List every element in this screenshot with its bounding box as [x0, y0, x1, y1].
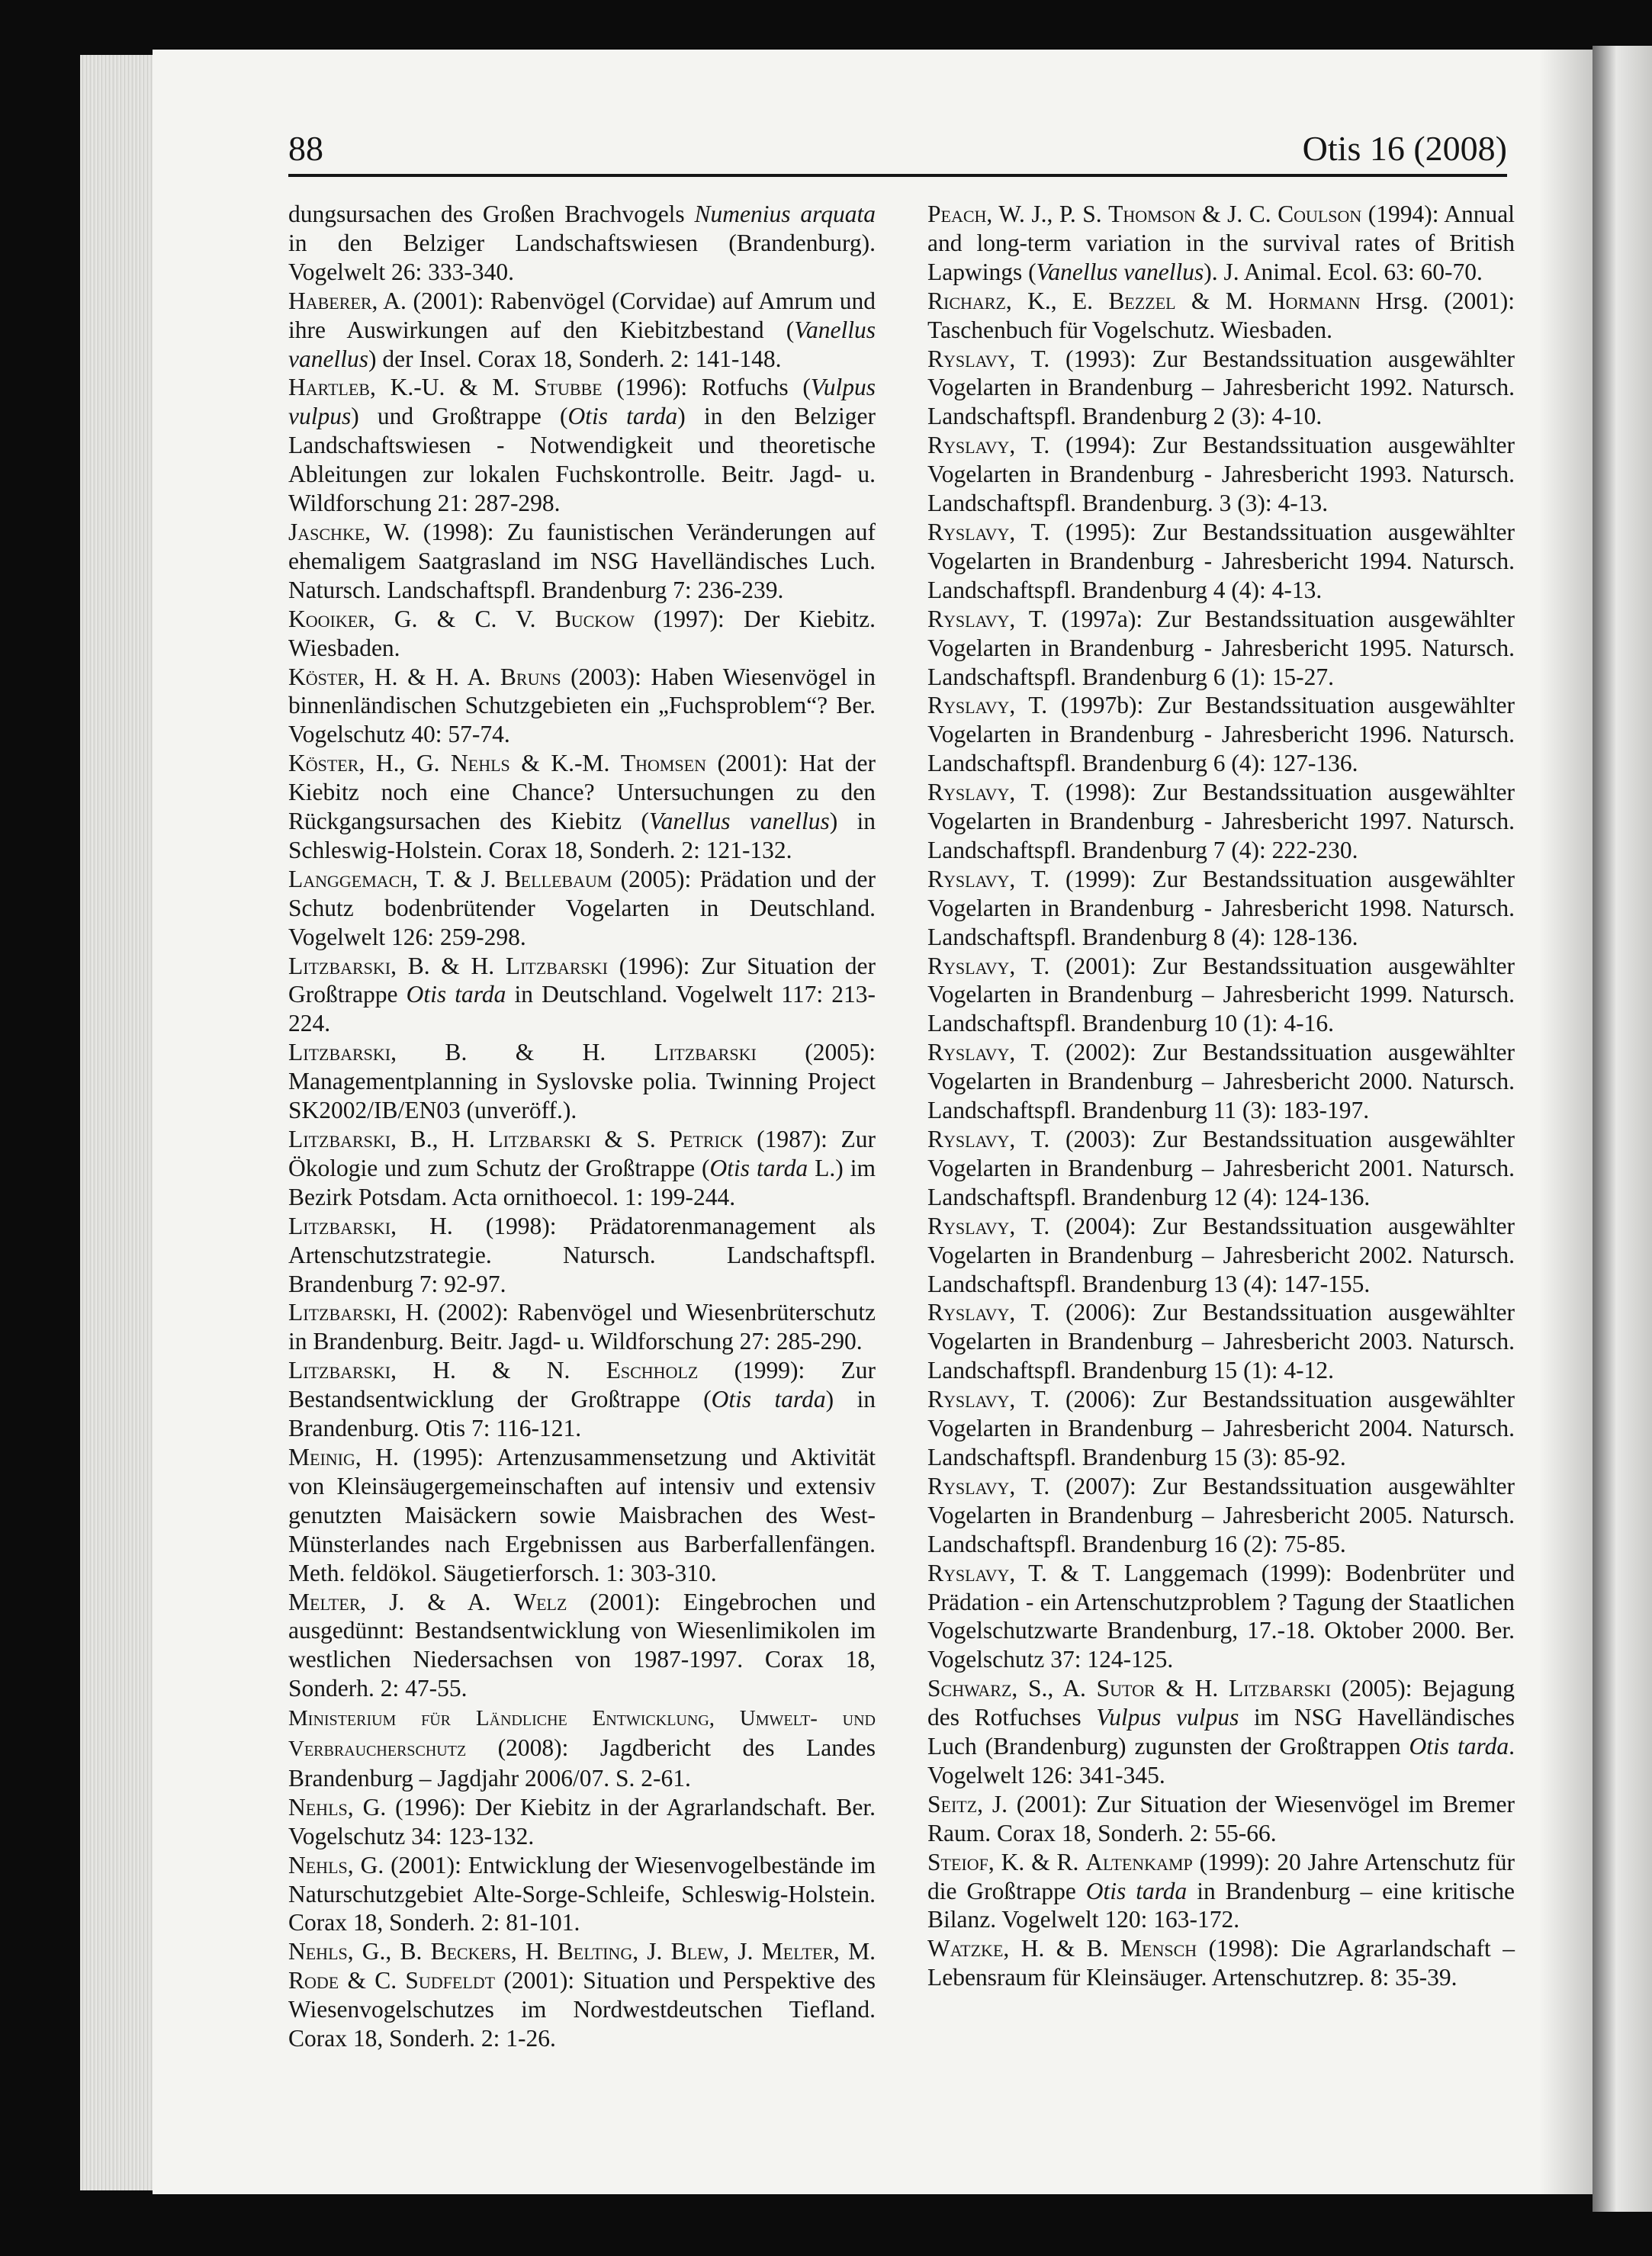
- author-name: Watzke: [927, 1935, 1004, 1962]
- reference-text: . Vogelwelt 126: 341-345.: [927, 1733, 1515, 1788]
- author-name: Thomsen: [620, 750, 706, 777]
- author-name: Buckow: [554, 605, 635, 632]
- author-name: Beckers: [430, 1938, 511, 1965]
- reference-text: ). J. Animal. Ecol. 63: 60-70.: [1204, 258, 1483, 285]
- reference-entry: [288, 865, 876, 952]
- author-name: Bruns: [500, 663, 561, 690]
- reference-entry: [288, 1443, 876, 1588]
- species-name: Otis tarda: [711, 1386, 826, 1413]
- reference-entry: [288, 518, 876, 605]
- reference-entry: [927, 1385, 1515, 1472]
- reference-text: , T. (2002): Zur Bestandssituation ausgewählter Vogelarten in Brandenburg – Jahresbericht 2000. Natursch. Landschaftspfl. Brandenburg 11 (3): 183-197.: [927, 1039, 1515, 1124]
- author-name: Haberer: [288, 287, 372, 314]
- reference-text: (2001): Hat der Kiebitz noch eine Chance? Untersuchungen zu den Rückgangsursachen des Kiebitz (: [288, 750, 876, 835]
- author-name: Ryslavy: [927, 432, 1010, 459]
- reference-column-left: [288, 200, 876, 2053]
- reference-entry: [288, 373, 876, 518]
- journal-citation: Otis 16 (2008): [1302, 129, 1507, 168]
- reference-text: , T. (1998): Zur Bestandssituation ausgewählter Vogelarten in Brandenburg - Jahresbericht 1997. Natursch. Landschaftspfl. Brandenburg 7 (4): 222-230.: [927, 779, 1515, 863]
- author-name: Köster: [288, 750, 359, 777]
- reference-text: , H. (2002): Rabenvögel und Wiesenbrüterschutz in Brandenburg. Beitr. Jagd- u. Wildforschung 27: 285-290.: [288, 1299, 876, 1355]
- species-name: Otis tarda: [709, 1154, 808, 1181]
- species-name: Numenius arquata: [694, 201, 876, 227]
- reference-text: , T. & T. Langgemach (1999): Bodenbrüter und Prädation - ein Artenschutzproblem ? Tagung der Staatlichen Vogelschutzwarte Brandenburg, 17.-18. Oktober 2000. Ber. Vogelschutz 37: 124-125.: [927, 1559, 1515, 1673]
- author-name: Melter: [761, 1938, 834, 1965]
- author-name: Langgemach: [288, 865, 413, 892]
- author-name: Ryslavy: [927, 605, 1010, 632]
- reference-text: , T. (1997a): Zur Bestandssituation ausgewählter Vogelarten in Brandenburg - Jahresbericht 1995. Natursch. Landschaftspfl. Brandenburg 6 (1): 15-27.: [927, 605, 1515, 690]
- reference-text: , T. (1994): Zur Bestandssituation ausgewählter Vogelarten in Brandenburg - Jahresbericht 1993. Natursch. Landschaftspfl. Brandenburg. 3 (3): 4-13.: [927, 432, 1515, 517]
- reference-text: (1996): Zur Situation der Großtrappe: [288, 952, 876, 1008]
- reference-text: (2001): Eingebrochen und ausgedünnt: Bestandsentwicklung von Wiesenlimikolen im westlichen Niedersachsen von 1987-1997. Corax 18, Sonderh. 2: 47-55.: [288, 1588, 876, 1702]
- author-name: Ryslavy: [927, 1472, 1010, 1499]
- reference-entry: [927, 431, 1515, 518]
- author-name: Bellebaum: [504, 865, 612, 892]
- reference-text: & K.-M.: [509, 750, 621, 777]
- reference-text: in Brandenburg – eine kritische Bilanz. Vogelwelt 120: 163-172.: [927, 1877, 1515, 1933]
- species-name: Vanellus vanellus: [288, 316, 876, 372]
- reference-entry: [927, 691, 1515, 778]
- species-name: Otis tarda: [567, 403, 678, 430]
- author-name: Ryslavy: [927, 1039, 1010, 1066]
- reference-text: , H. & H. A.: [358, 663, 500, 690]
- author-name: Hormann: [1268, 287, 1361, 314]
- reference-entry: [927, 778, 1515, 865]
- species-name: Vanellus vanellus: [1036, 258, 1204, 285]
- author-name: Ryslavy: [927, 345, 1010, 372]
- reference-entry: [927, 1125, 1515, 1212]
- reference-text: in Deutschland. Vogelwelt 117: 213-224.: [288, 981, 876, 1037]
- reference-text: , B. & H.: [391, 1039, 654, 1066]
- reference-text: (2001): Situation und Perspektive des Wiesenvogelschutzes im Nordwestdeutschen Tiefland. Corax 18, Sonderh. 2: 1-26.: [288, 1967, 876, 2052]
- reference-entry: [927, 1472, 1515, 1559]
- reference-entry: [288, 1851, 876, 1938]
- species-name: Otis tarda: [1409, 1733, 1509, 1760]
- reference-text: ) in Schleswig-Holstein. Corax 18, Sonderh. 2: 121-132.: [288, 808, 876, 863]
- author-name: Melter: [288, 1588, 361, 1615]
- author-name: Welz: [513, 1588, 567, 1615]
- author-name: Köster: [288, 663, 359, 690]
- reference-entry: [288, 1212, 876, 1299]
- author-name: Ryslavy: [927, 1212, 1010, 1239]
- reference-entry: [927, 1212, 1515, 1299]
- author-name: Nehls: [288, 1938, 348, 1965]
- author-name: Litzbarski: [505, 952, 608, 979]
- reference-entry: [288, 1356, 876, 1443]
- reference-text: , H. & B.: [1003, 1935, 1120, 1962]
- reference-text: (1987): Zur Ökologie und zum Schutz der Großtrappe (: [288, 1126, 876, 1181]
- author-name: Sudfeldt: [405, 1967, 496, 1994]
- author-name: Belting: [557, 1938, 633, 1965]
- reference-text: , J.: [723, 1938, 762, 1965]
- reference-text: & C.: [339, 1967, 406, 1994]
- reference-text: (1994): Annual and long-term variation in the survival rates of British Lapwings (: [927, 201, 1515, 285]
- header-rule: [288, 174, 1507, 177]
- reference-text: L.) im Bezirk Potsdam. Acta ornithoecol. 1: 199-244.: [288, 1154, 876, 1210]
- author-name: Kooiker: [288, 605, 369, 632]
- reference-entry: [288, 1588, 876, 1704]
- reference-text: , K., E.: [1005, 287, 1109, 314]
- author-name: Richarz: [927, 287, 1006, 314]
- reference-text: im NSG Havelländisches Luch (Brandenburg) zugunsten der Großtrappen: [927, 1704, 1515, 1760]
- reference-entry: [288, 287, 876, 374]
- author-name: Altenkamp: [1085, 1848, 1193, 1875]
- reference-entry: [927, 345, 1515, 432]
- reference-entry: [288, 1793, 876, 1851]
- reference-text: , J.: [632, 1938, 671, 1965]
- reference-entry: [288, 952, 876, 1039]
- species-name: Vulpus vulpus: [288, 374, 876, 430]
- reference-text: , G. (2001): Entwicklung der Wiesenvogelbestände im Naturschutzgebiet Alte-Sorge-Schleife, Schleswig-Holstein. Corax 18, Sonderh. 2: 81-101.: [288, 1851, 876, 1936]
- reference-text: (2005): Managementplanning in Syslovske polia. Twinning Project SK2002/IB/EN03 (unveröff.).: [288, 1039, 876, 1124]
- author-name: Stubbe: [533, 374, 603, 401]
- author-name: Sutor: [1096, 1675, 1155, 1702]
- author-name: Rode: [288, 1967, 339, 1994]
- reference-entry: [927, 1559, 1515, 1675]
- reference-text: , G., B.: [347, 1938, 431, 1965]
- author-name: Nehls: [288, 1793, 348, 1821]
- author-name: Ryslavy: [927, 692, 1010, 719]
- reference-text: & J. C.: [1195, 201, 1278, 227]
- reference-entry: [927, 605, 1515, 692]
- reference-column-right: [927, 200, 1515, 1992]
- reference-entry: [288, 200, 876, 287]
- reference-text: , H. (1995): Artenzusammensetzung und Aktivität von Kleinsäugergemeinschaften auf intensiv und extensiv genutzten Maisäckern sowie Maisbrachen des West-Münsterlandes nach Ergebnissen aus Barberfallenfängen. Meth. feldökol. Säugetierforsch. 1: 303-310.: [288, 1443, 876, 1586]
- reference-text: , M.: [834, 1938, 876, 1965]
- reference-text: , B., H.: [391, 1126, 489, 1152]
- reference-entry: [288, 1038, 876, 1125]
- reference-text: , T. (2001): Zur Bestandssituation ausgewählter Vogelarten in Brandenburg – Jahresbericht 1999. Natursch. Landschaftspfl. Brandenburg 10 (1): 4-16.: [927, 952, 1515, 1037]
- author-name: Litzbarski: [288, 1299, 391, 1326]
- author-name: Ryslavy: [927, 779, 1010, 806]
- reference-text: Hrsg. (2001): Taschenbuch für Vogelschutz. Wiesbaden.: [927, 287, 1515, 343]
- reference-text: (2005): Bejagung des Rotfuchses: [927, 1675, 1515, 1731]
- reference-text: , T. (1999): Zur Bestandssituation ausgewählter Vogelarten in Brandenburg - Jahresbericht 1998. Natursch. Landschaftspfl. Brandenburg 8 (4): 128-136.: [927, 865, 1515, 950]
- species-name: Vulpus vulpus: [1096, 1704, 1239, 1731]
- reference-text: ) in Brandenburg. Otis 7: 116-121.: [288, 1386, 876, 1442]
- reference-text: , H.: [510, 1938, 558, 1965]
- author-name: Ryslavy: [927, 1126, 1010, 1152]
- reference-text: , T. (2006): Zur Bestandssituation ausgewählter Vogelarten in Brandenburg – Jahresbericht 2003. Natursch. Landschaftspfl. Brandenburg 15 (1): 4-12.: [927, 1299, 1515, 1384]
- author-name: Litzbarski: [288, 952, 391, 979]
- author-name: Litzbarski: [654, 1039, 757, 1066]
- reference-entry: [927, 287, 1515, 345]
- reference-text: (2005): Prädation und der Schutz bodenbrütender Vogelarten in Deutschland. Vogelwelt 126: 259-298.: [288, 865, 876, 950]
- reference-text: (2003): Haben Wiesenvögel in binnenländischen Schutzgebieten ein „Fuchsproblem“? Ber. Vogelschutz 40: 57-74.: [288, 663, 876, 748]
- reference-text: (1999): Zur Bestandsentwicklung der Großtrappe (: [288, 1357, 876, 1413]
- reference-text: ) und Großtrappe (: [351, 403, 568, 430]
- reference-text: , G. & C. V.: [368, 605, 555, 632]
- author-name: Litzbarski: [288, 1357, 391, 1384]
- reference-text: ) in den Belziger Landschaftswiesen - Notwendigkeit und theoretische Ableitungen zur lokalen Fuchskontrolle. Beitr. Jagd- u. Wildforschung 21: 287-298.: [288, 403, 876, 517]
- reference-text: , J. & A.: [360, 1588, 514, 1615]
- reference-entry: [927, 200, 1515, 287]
- reference-text: , T. (1997b): Zur Bestandssituation ausgewählter Vogelarten in Brandenburg - Jahresbericht 1996. Natursch. Landschaftspfl. Brandenburg 6 (4): 127-136.: [927, 692, 1515, 777]
- author-name: Ryslavy: [927, 1559, 1010, 1586]
- reference-entry: [927, 952, 1515, 1039]
- reference-text: in den Belziger Landschaftswiesen (Brandenburg). Vogelwelt 26: 333-340.: [288, 229, 876, 285]
- reference-entry: [288, 663, 876, 750]
- page-gutter-shadow: [1539, 50, 1593, 2194]
- reference-text: dungsursachen des Großen Brachvogels: [288, 201, 695, 227]
- author-name: Eschholz: [606, 1357, 699, 1384]
- author-name: Mensch: [1120, 1935, 1197, 1962]
- reference-entry: [927, 1038, 1515, 1125]
- reference-entry: [927, 865, 1515, 952]
- reference-text: , H. (1998): Prädatorenmanagement als Artenschutzstrategie. Natursch. Landschaftspfl. Brandenburg 7: 92-97.: [288, 1212, 876, 1297]
- author-name: Litzbarski: [288, 1039, 391, 1066]
- author-name: Litzbarski: [288, 1212, 391, 1239]
- reference-text: & H.: [1155, 1675, 1229, 1702]
- reference-text: , T. (2007): Zur Bestandssituation ausgewählter Vogelarten in Brandenburg – Jahresbericht 2005. Natursch. Landschaftspfl. Brandenburg 16 (2): 75-85.: [927, 1472, 1515, 1557]
- reference-text: (1996): Rotfuchs (: [602, 374, 811, 401]
- reference-text: & M.: [1175, 287, 1268, 314]
- reference-text: , T. (2006): Zur Bestandssituation ausgewählter Vogelarten in Brandenburg – Jahresbericht 2004. Natursch. Landschaftspfl. Brandenburg 15 (3): 85-92.: [927, 1386, 1515, 1470]
- reference-text: , J. (2001): Zur Situation der Wiesenvögel im Bremer Raum. Corax 18, Sonderh. 2: 55-66.: [927, 1790, 1515, 1846]
- running-header: [288, 128, 1507, 172]
- reference-entry: [288, 1703, 876, 1793]
- book-spine: [1593, 46, 1652, 2212]
- reference-text: , T. (1995): Zur Bestandssituation ausgewählter Vogelarten in Brandenburg - Jahresbericht 1994. Natursch. Landschaftspfl. Brandenburg 4 (4): 4-13.: [927, 518, 1515, 603]
- reference-text: ) der Insel. Corax 18, Sonderh. 2: 141-148.: [368, 345, 782, 372]
- reference-text: , G. (1996): Der Kiebitz in der Agrarlandschaft. Ber. Vogelschutz 34: 123-132.: [288, 1793, 876, 1849]
- reference-text: (2008): Jagdbericht des Landes Brandenburg – Jagdjahr 2006/07. S. 2-61.: [288, 1734, 876, 1792]
- reference-text: , T. (2003): Zur Bestandssituation ausgewählter Vogelarten in Brandenburg – Jahresbericht 2001. Natursch. Landschaftspfl. Brandenburg 12 (4): 124-136.: [927, 1126, 1515, 1210]
- author-name: Peach: [927, 201, 987, 227]
- reference-text: (1999): 20 Jahre Artenschutz für die Großtrappe: [927, 1848, 1515, 1904]
- reference-text: , T. & J.: [412, 865, 505, 892]
- reference-entry: [927, 1298, 1515, 1385]
- reference-entry: [288, 605, 876, 663]
- author-name: Steiof: [927, 1848, 988, 1875]
- reference-text: , W. (1998): Zu faunistischen Veränderungen auf ehemaligem Saatgrasland im NSG Havelländisches Luch. Natursch. Landschaftspfl. Brandenburg 7: 236-239.: [288, 518, 876, 603]
- reference-text: , W. J., P. S.: [986, 201, 1109, 227]
- reference-entry: [288, 1937, 876, 2053]
- author-name: Ryslavy: [927, 952, 1010, 979]
- reference-entry: [288, 1298, 876, 1356]
- author-name: Ryslavy: [927, 518, 1010, 545]
- author-name: Ministerium für Ländliche Entwicklung, Umwelt- und Verbraucherschutz: [288, 1706, 876, 1762]
- author-name: Ryslavy: [927, 1386, 1010, 1413]
- author-name: Litzbarski: [488, 1126, 591, 1152]
- author-name: Seitz: [927, 1790, 978, 1817]
- author-name: Nehls: [288, 1851, 348, 1878]
- reference-entry: [927, 518, 1515, 605]
- reference-text: , S., A.: [1011, 1675, 1097, 1702]
- author-name: Ryslavy: [927, 1299, 1010, 1326]
- reference-text: , K. & R.: [988, 1848, 1086, 1875]
- species-name: Otis tarda: [406, 981, 506, 1008]
- author-name: Coulson: [1278, 201, 1362, 227]
- reference-text: , A. (2001): Rabenvögel (Corvidae) auf Amrum und ihre Auswirkungen auf den Kiebitzbestand (: [288, 287, 876, 343]
- reference-text: & S.: [590, 1126, 670, 1152]
- author-name: Blew: [670, 1938, 724, 1965]
- author-name: Litzbarski: [288, 1126, 391, 1152]
- reference-text: , K.-U. & M.: [369, 374, 534, 401]
- page-stack-edges: [80, 55, 164, 2190]
- author-name: Bezzel: [1108, 287, 1176, 314]
- reference-entry: [927, 1934, 1515, 1992]
- reference-text: (1997): Der Kiebitz. Wiesbaden.: [288, 605, 876, 661]
- author-name: Litzbarski: [1228, 1675, 1332, 1702]
- author-name: Schwarz: [927, 1675, 1012, 1702]
- reference-text: , T. (2004): Zur Bestandssituation ausgewählter Vogelarten in Brandenburg – Jahresbericht 2002. Natursch. Landschaftspfl. Brandenburg 13 (4): 147-155.: [927, 1212, 1515, 1297]
- reference-text: , H., G.: [358, 750, 452, 777]
- reference-text: , H. & N.: [391, 1357, 606, 1384]
- reference-text: (1998): Die Agrarlandschaft – Lebensraum für Kleinsäuger. Artenschutzrep. 8: 35-39.: [927, 1935, 1515, 1991]
- page-number: 88: [288, 129, 323, 168]
- species-name: Otis tarda: [1085, 1877, 1188, 1904]
- author-name: Thomson: [1108, 201, 1196, 227]
- reference-entry: [927, 1674, 1515, 1790]
- reference-entry: [927, 1848, 1515, 1935]
- reference-entry: [288, 749, 876, 865]
- reference-text: , T. (1993): Zur Bestandssituation ausgewählter Vogelarten in Brandenburg – Jahresbericht 1992. Natursch. Landschaftspfl. Brandenburg 2 (3): 4-10.: [927, 345, 1515, 430]
- author-name: Meinig: [288, 1443, 355, 1470]
- author-name: Nehls: [451, 750, 510, 777]
- reference-text: , B. & H.: [391, 952, 506, 979]
- author-name: Hartleb: [288, 374, 370, 401]
- author-name: Jaschke: [288, 518, 365, 545]
- author-name: Petrick: [669, 1126, 744, 1152]
- author-name: Ryslavy: [927, 865, 1010, 892]
- reference-entry: [288, 1125, 876, 1212]
- species-name: Vanellus vanellus: [648, 808, 830, 835]
- reference-entry: [927, 1790, 1515, 1848]
